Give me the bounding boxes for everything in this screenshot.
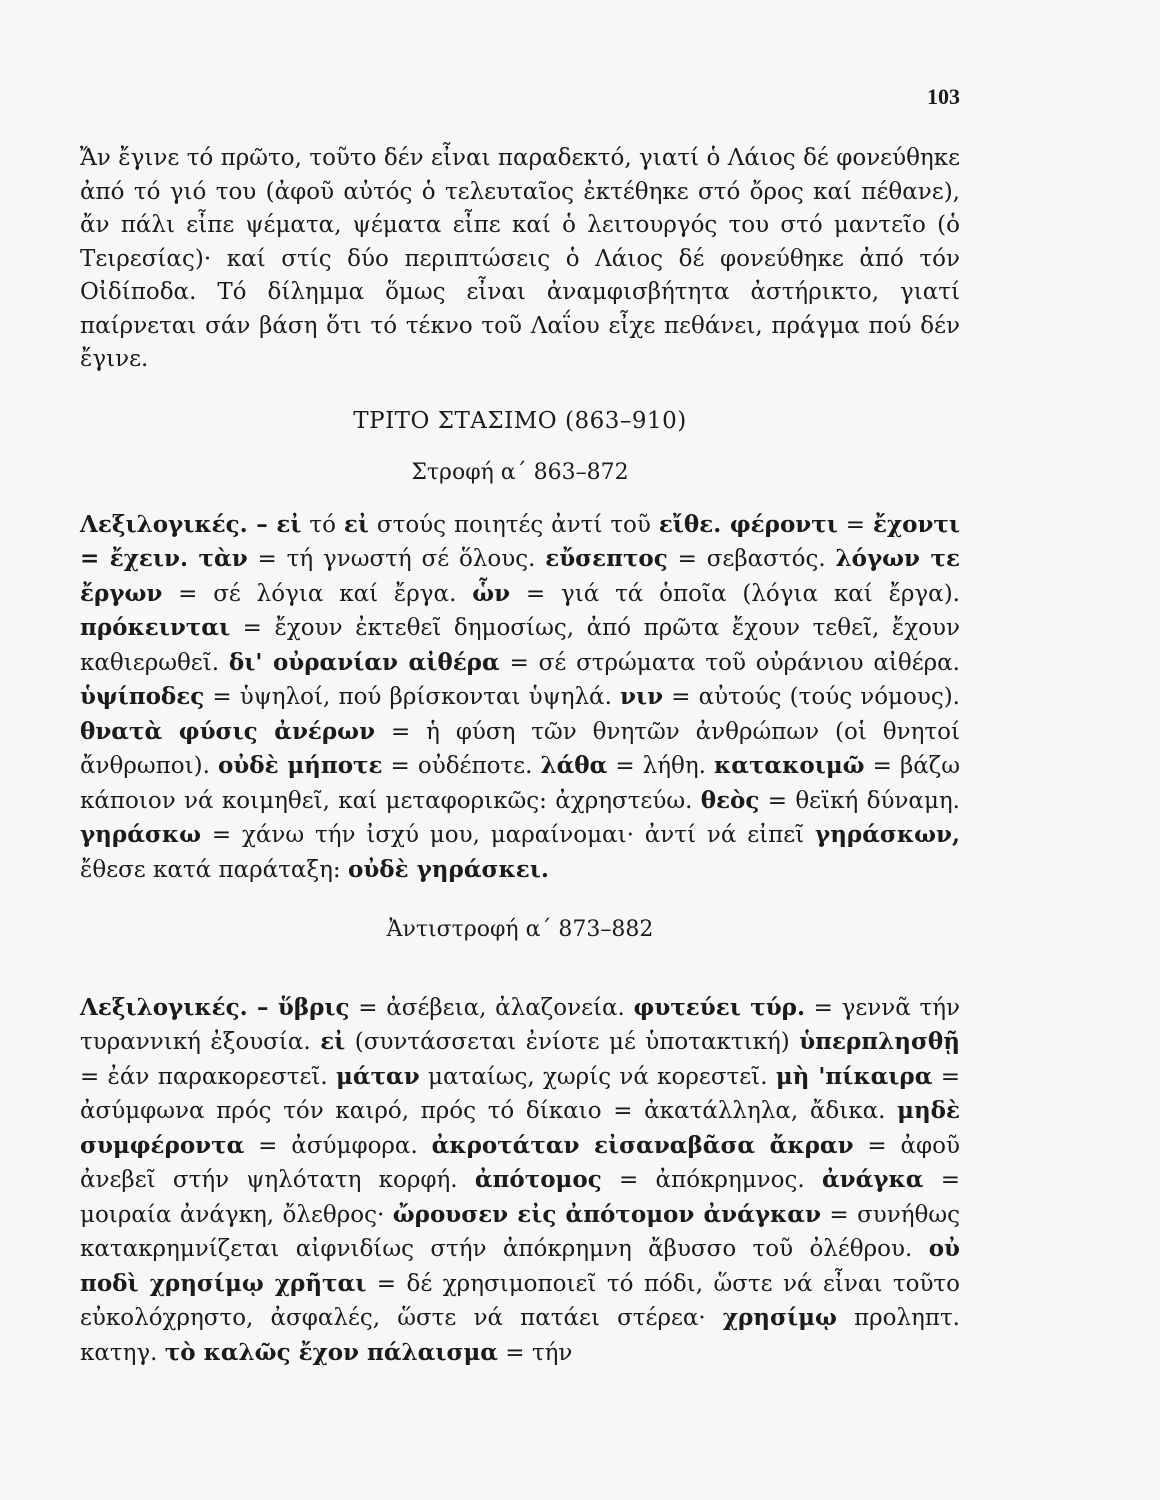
glossary-term: ὑπερπλησθῇ <box>799 1028 960 1055</box>
glossary-text: τό <box>301 511 344 538</box>
glossary-term: κατακοιμῶ <box>714 752 865 779</box>
glossary-text: = γεννᾶ τήν τυραννική ἐξουσία. <box>80 994 960 1055</box>
glossary-text: = ὑψηλοί, πού βρίσκονται ὑψηλά. <box>204 684 621 710</box>
glossary-text: = λήθη. <box>607 753 715 779</box>
glossary-term: ὑψίποδες <box>80 683 205 710</box>
glossary-term: ἀνάγκα <box>821 1166 924 1193</box>
glossary-term: λόγων τε ἔργων <box>80 545 960 607</box>
glossary-text: ἔθεσε κατά παράταξη: <box>80 856 348 883</box>
glossary-text: = <box>837 511 873 538</box>
strophe-glossary <box>80 508 960 888</box>
glossary-term: φυτεύει τύρ. <box>633 993 805 1021</box>
glossary-term: νιν <box>620 683 664 710</box>
glossary-term: εἰ <box>343 510 369 538</box>
strophe-title: Στροφή α΄ 863–872 <box>411 460 629 485</box>
glossary-term: Λεξιλογικές. – ὕβρις <box>80 993 350 1021</box>
glossary-text: = ἐάν παρακορεστεῖ. <box>80 1063 337 1090</box>
page-number: 103 <box>927 84 960 109</box>
glossary-term: γηράσκων, <box>815 821 960 848</box>
glossary-term: δι' οὐρανίαν αἰθέρα <box>228 648 500 676</box>
glossary-term: λάθα <box>540 752 608 779</box>
glossary-text: στούς ποιητές ἀντί τοῦ <box>368 511 659 538</box>
glossary-text: = ἀσύμφωνα πρός τόν καιρό, πρός τό δίκαιο = ἀκατάλληλα, ἄδικα. <box>80 1063 960 1124</box>
glossary-text: = σέ λόγια καί ἔργα. <box>162 580 473 607</box>
glossary-text: = δέ χρησιμοποιεῖ τό πόδι, ὥστε νά εἶναι τοῦτο εὐκολόχρηστο, ἀσφαλές, ὥστε νά πατάει στέρεα· <box>80 1270 960 1331</box>
section-title: ΤΡΙΤΟ ΣΤΑΣΙΜΟ (863–910) <box>353 407 687 434</box>
glossary-term: μηδὲ συμφέροντα <box>80 1097 960 1159</box>
antistrophe-title: Ἀντιστροφή α΄ 873–882 <box>386 917 654 942</box>
glossary-term: πρόκεινται <box>80 614 231 641</box>
glossary-term: ἔχοντι = ἔχειν. τὰν <box>80 510 961 572</box>
glossary-text: = θεϊκή δύναμη. <box>759 787 960 814</box>
glossary-text: = μοιραία ἀνάγκη, ὄλεθρος· <box>80 1167 960 1228</box>
glossary-term: οὐδὲ μήποτε <box>217 752 383 779</box>
glossary-term: χρησίμῳ <box>722 1304 837 1331</box>
glossary-term: γηράσκω <box>80 821 201 848</box>
glossary-term: ἀκροτάταν εἰσαναβᾶσα ἄκραν <box>431 1131 854 1159</box>
glossary-term: θνατὰ φύσις ἀνέρων <box>80 717 376 745</box>
antistrophe-glossary <box>80 991 960 1371</box>
glossary-term: μάταν <box>336 1062 420 1090</box>
glossary-text: = τή γνωστή σέ ὅλους. <box>247 546 546 572</box>
glossary-term: εἴθε. φέροντι <box>658 510 838 538</box>
glossary-text: = συνήθως κατακρημνίζεται αἰφνιδίως στήν ἀπόκρημνη ἄβυσσο τοῦ ὀλέθρου. <box>80 1201 961 1262</box>
page-body <box>80 142 960 1370</box>
glossary-text: = ἀφοῦ ἀνεβεῖ στήν ψηλότατη κορφή. <box>80 1132 960 1193</box>
glossary-term: οὐδὲ γηράσκει. <box>347 855 549 883</box>
glossary-text: = οὐδέποτε. <box>382 753 541 779</box>
glossary-term: εἰ <box>320 1028 346 1055</box>
glossary-term: οὐ ποδὶ χρησίμῳ χρῆται <box>80 1235 960 1297</box>
glossary-term: ὤρουσεν εἰς ἀπότομον ἀνάγκαν <box>392 1200 821 1228</box>
glossary-term: Λεξιλογικές. – εἰ <box>80 510 302 538</box>
glossary-text: = αὐτούς (τούς νόμους). <box>663 684 960 710</box>
glossary-text: = σεβαστός. <box>667 546 836 572</box>
glossary-term: ὧν <box>472 579 511 607</box>
glossary-term: μὴ 'πίκαιρα <box>775 1062 933 1090</box>
glossary-text: = σέ στρώματα τοῦ οὐράνιου αἰθέρα. <box>499 649 960 676</box>
glossary-text: (συντάσσεται ἐνίοτε μέ ὑποτακτική) <box>345 1029 800 1055</box>
glossary-text: = ἀπόκρημνος. <box>601 1167 822 1193</box>
glossary-text: = χάνω τήν ἰσχύ μου, μαραίνομαι· ἀντί νά εἰπεῖ <box>201 822 816 848</box>
glossary-term: ἀπότομος <box>474 1166 602 1193</box>
glossary-term: εὔσεπτος <box>545 545 668 572</box>
intro-paragraph: Ἄν ἔγινε τό πρῶτο, τοῦτο δέν εἶναι παραδεκτό, γιατί ὁ Λάιος δέ φονεύθηκε ἀπό τό γιό του (ἀφοῦ αὐτός ὁ τελευταῖος ἐκτέθηκε στό ὄρος καί πέθανε), ἄν πάλι εἶπε ψέματα, ψέματα εἶπε καί ὁ λειτουργός του στό μαντεῖο (ὁ Τειρεσίας)· καί στίς δύο περιπτώσεις ὁ Λάιος δέ φονεύθηκε ἀπό τόν Οἰδίποδα. Τό δίλημμα ὅμως εἶναι ἀναμφισβήτητα ἀστήρικτο, γιατί παίρνεται σάν βάση ὅτι τό τέκνο τοῦ Λαΐου εἶχε πεθάνει, πράγμα πού δέν ἔγινε. <box>80 145 960 372</box>
glossary-term: θεὸς <box>700 786 760 814</box>
glossary-text: = ἡ φύση τῶν θνητῶν ἀνθρώπων (οἱ θνητοί ἄνθρωποι). <box>80 718 960 779</box>
glossary-text: = ἔχουν ἐκτεθεῖ δημοσίως, ἀπό πρῶτα ἔχουν τεθεῖ, ἔχουν καθιερωθεῖ. <box>80 615 960 676</box>
glossary-text: = τήν <box>497 1339 573 1366</box>
glossary-text: = γιά τά ὁποῖα (λόγια καί ἔργα). <box>510 580 960 607</box>
glossary-text: ματαίως, χωρίς νά κορεστεῖ. <box>419 1063 776 1090</box>
glossary-text: = ἀσύμφορα. <box>244 1132 432 1159</box>
glossary-text: = ἀσέβεια, ἀλαζονεία. <box>349 994 634 1021</box>
glossary-text: = βάζω κάποιον νά κοιμηθεῖ, καί μεταφορικῶς: ἀχρηστεύω. <box>80 753 960 814</box>
glossary-term: τὸ καλῶς ἔχον πάλαισμα <box>164 1338 498 1366</box>
glossary-text: προληπτ. κατηγ. <box>80 1305 960 1366</box>
